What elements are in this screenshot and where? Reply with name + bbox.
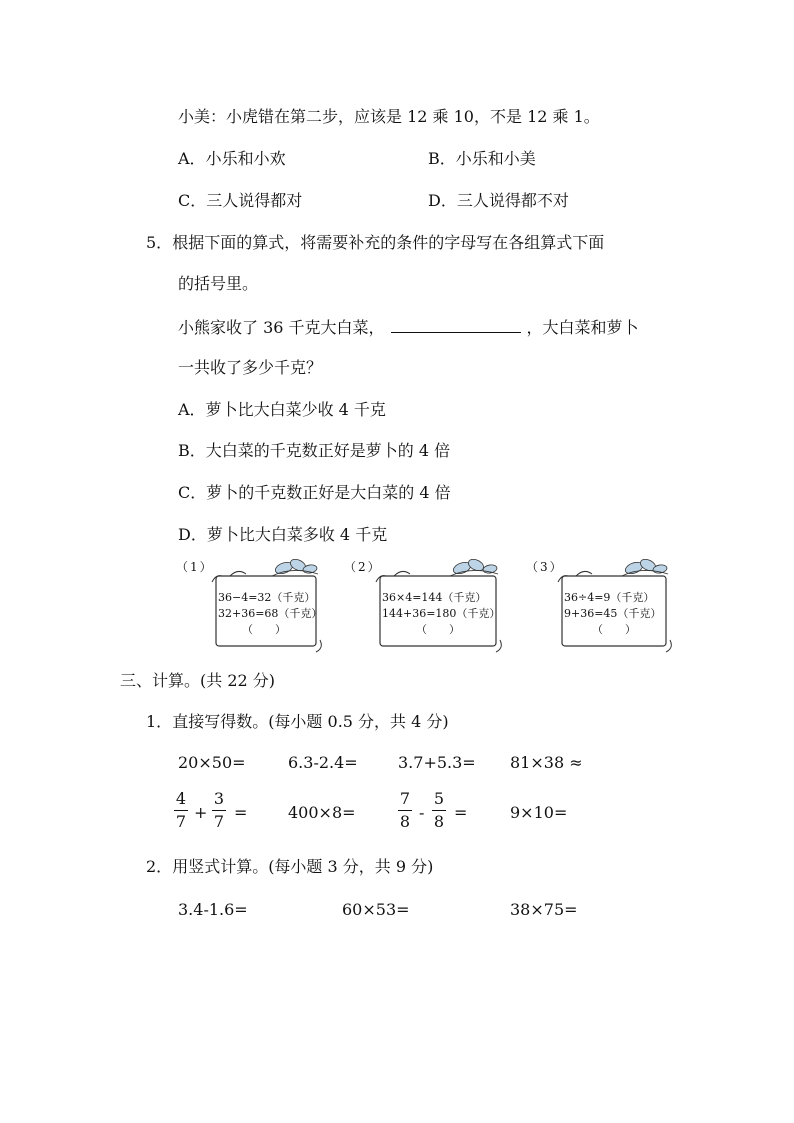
q5-problem-line1 — [178, 316, 639, 339]
numerator: 7 — [399, 789, 411, 808]
option-text: 萝卜比大白菜多收 4 千克 — [206, 525, 388, 544]
vertical-calc-item: 60×53= — [342, 900, 410, 919]
equation-box-1 — [176, 556, 336, 656]
q5-stem-line2: 的括号里。 — [178, 274, 259, 293]
calc-item: 3.7+5.3= — [398, 753, 476, 772]
problem-part1: 小熊家收了 36 千克大白菜， — [178, 318, 385, 337]
fraction-a — [174, 790, 188, 831]
question-title: 直接写得数。(每小题 0.5 分，共 4 分) — [172, 712, 449, 731]
option-text: 三人说得都不对 — [456, 191, 569, 210]
fraction-a — [398, 790, 412, 831]
option-text: 萝卜的千克数正好是大白菜的 4 倍 — [206, 483, 451, 502]
question-number: 2． — [146, 857, 173, 876]
s3-q2-title — [146, 856, 433, 878]
equation-box-3 — [526, 556, 686, 656]
problem-part2: ，大白菜和萝卜 — [526, 318, 639, 337]
box-answer-paren[interactable]: （ ） — [416, 623, 460, 636]
q4-option-a — [178, 148, 286, 170]
vertical-calc-item: 38×75= — [510, 900, 578, 919]
q4-option-c — [178, 190, 302, 212]
option-text: 萝卜比大白菜少收 4 千克 — [205, 400, 386, 419]
box-label: （1） — [176, 560, 214, 574]
calc-item: 81×38 ≈ — [510, 753, 583, 772]
denominator: 7 — [175, 812, 187, 831]
fraction-bar — [432, 810, 446, 811]
s3-q1-title — [146, 711, 449, 733]
box-equation-line1: 36÷4=9（千克） — [564, 591, 655, 604]
vertical-calc-item: 3.4-1.6= — [178, 900, 248, 919]
equals-sign: = — [234, 803, 248, 822]
operator: - — [419, 803, 425, 822]
denominator: 8 — [433, 812, 445, 831]
calc-item: 6.3-2.4= — [288, 753, 358, 772]
box-label: （2） — [344, 560, 382, 574]
question-title: 用竖式计算。(每小题 3 分，共 9 分) — [172, 857, 434, 876]
calc-item: 20×50= — [178, 753, 246, 772]
q5-option-b — [178, 440, 450, 462]
fraction-bar — [398, 810, 412, 811]
q4-option-d — [428, 190, 569, 212]
box-equation-line2: 9+36=45（千克） — [564, 607, 662, 620]
box-equation-line1: 36−4=32（千克） — [218, 591, 316, 604]
option-text: 小乐和小欢 — [205, 149, 286, 168]
option-letter: B． — [428, 149, 456, 168]
option-letter: D． — [178, 525, 207, 544]
numerator: 3 — [213, 789, 225, 808]
numerator: 4 — [175, 789, 187, 808]
calc-item: 400×8= — [288, 803, 356, 822]
denominator: 7 — [213, 812, 225, 831]
q4-option-b — [428, 148, 536, 170]
box-equation-line1: 36×4=144（千克） — [382, 591, 487, 604]
fraction-bar — [212, 810, 226, 811]
q5-option-a — [178, 399, 386, 421]
question-stem: 根据下面的算式，将需要补充的条件的字母写在各组算式下面 — [172, 233, 605, 252]
option-letter: A． — [178, 400, 206, 419]
q5-problem-line2: 一共收了多少千克？ — [178, 358, 323, 377]
section3-title: 三、计算。(共 22 分) — [120, 671, 276, 690]
option-letter: C． — [178, 483, 207, 502]
answer-blank[interactable] — [391, 316, 521, 333]
question-number: 5． — [146, 233, 173, 252]
operator: + — [194, 803, 208, 822]
q5-stem-line1 — [146, 232, 604, 254]
option-text: 小乐和小美 — [455, 149, 536, 168]
option-letter: D． — [428, 191, 457, 210]
option-letter: A． — [178, 149, 206, 168]
box-equation-line2: 32+36=68（千克） — [218, 607, 323, 620]
equation-box-2 — [344, 556, 514, 656]
q5-option-c — [178, 482, 451, 504]
box-equation-line2: 144+36=180（千克） — [382, 607, 501, 620]
box-answer-paren[interactable]: （ ） — [242, 623, 286, 636]
q4-continuation-line: 小美：小虎错在第二步，应该是 12 乘 10，不是 12 乘 1。 — [178, 107, 600, 126]
box-answer-paren[interactable]: （ ） — [592, 623, 636, 636]
option-letter: C． — [178, 191, 207, 210]
denominator: 8 — [399, 812, 411, 831]
option-text: 大白菜的千克数正好是萝卜的 4 倍 — [205, 441, 451, 460]
fraction-bar — [174, 810, 188, 811]
equals-sign: = — [454, 803, 468, 822]
fraction-b — [212, 790, 226, 831]
calc-item: 9×10= — [510, 803, 568, 822]
question-number: 1． — [146, 712, 173, 731]
option-text: 三人说得都对 — [206, 191, 303, 210]
q5-option-d — [178, 524, 387, 546]
fraction-b — [432, 790, 446, 831]
box-label: （3） — [526, 560, 564, 574]
option-letter: B． — [178, 441, 206, 460]
numerator: 5 — [433, 789, 445, 808]
